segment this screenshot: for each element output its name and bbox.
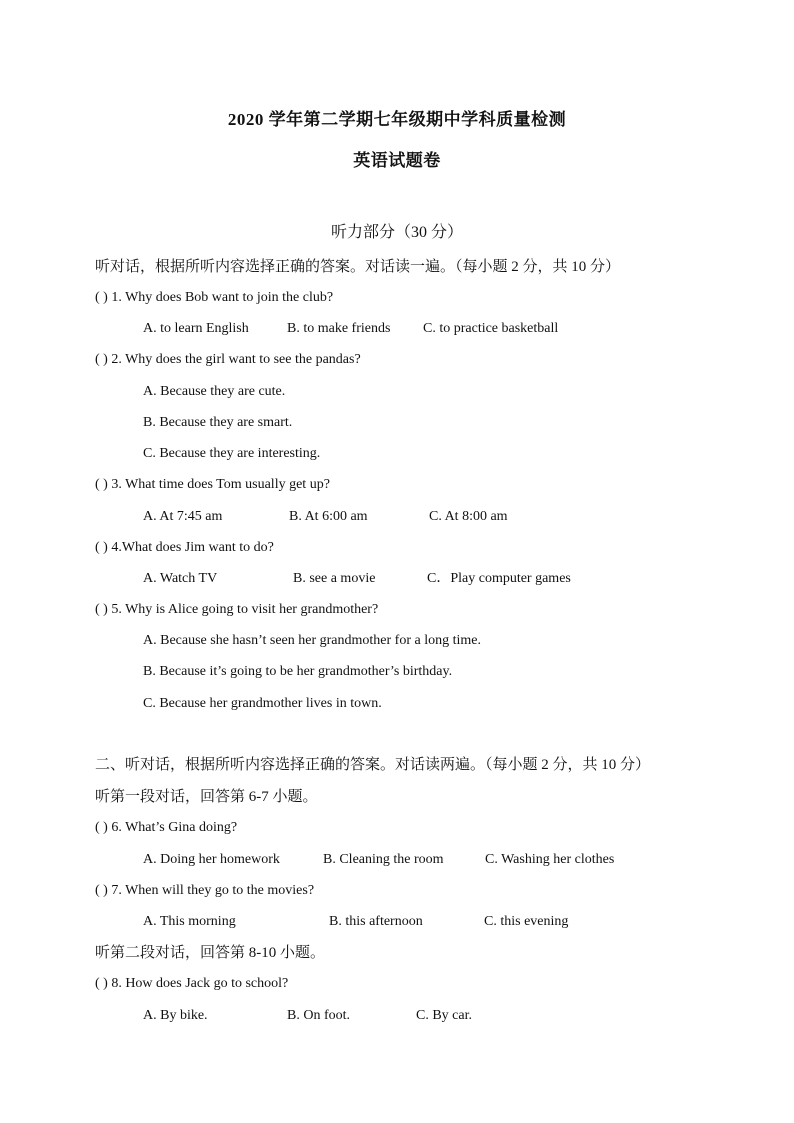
listening-section-heading: 听力部分（30 分） [330,224,463,241]
option-a: A. Watch TV [143,571,218,586]
option-c: C. Washing her clothes [485,852,615,867]
option-a: A. By bike. [143,1008,208,1023]
option-b: B. Because it’s going to be her grandmother’s birthday. [143,664,453,679]
question-1: ( ) 1. Why does Bob want to join the club? [95,290,334,305]
option-c: C. By car. [416,1008,472,1023]
option-b: B. Because they are smart. [143,415,293,430]
question-6: ( ) 6. What’s Gina doing? [95,820,238,835]
dialog1-note: 听第一段对话，回答第 6-7 小题。 [95,789,318,805]
dialog2-note: 听第二段对话，回答第 8-10 小题。 [95,945,325,961]
option-c: C. At 8:00 am [429,509,508,524]
option-b: B. this afternoon [329,914,423,929]
option-a: A. Because they are cute. [143,384,286,399]
option-a: A. At 7:45 am [143,509,223,524]
question-3: ( ) 3. What time does Tom usually get up? [95,477,330,492]
option-b: B. Cleaning the room [323,852,444,867]
part1-instruction: 听对话，根据所听内容选择正确的答案。对话读一遍。（每小题 2 分，共 10 分） [95,259,621,275]
option-a: A. Because she hasn’t seen her grandmother for a long time. [143,633,481,648]
question-5: ( ) 5. Why is Alice going to visit her grandmother? [95,602,379,617]
option-c: C．Play computer games [427,571,571,586]
part2-instruction: 二、听对话，根据所听内容选择正确的答案。对话读两遍。（每小题 2 分，共 10 分） [95,757,651,773]
exam-title: 2020 学年第二学期七年级期中学科质量检测 [227,110,567,129]
exam-subtitle: 英语试题卷 [353,151,441,170]
question-8: ( ) 8. How does Jack go to school? [95,976,289,991]
option-a: A. to learn English [143,321,249,336]
option-c: C. this evening [484,914,569,929]
option-b: B. At 6:00 am [289,509,368,524]
option-b: B. see a movie [293,571,376,586]
option-a: A. This morning [143,914,236,929]
option-c: C. Because her grandmother lives in town. [143,696,382,711]
option-a: A. Doing her homework [143,852,280,867]
option-b: B. to make friends [287,321,391,336]
option-c: C. to practice basketball [423,321,559,336]
question-4: ( ) 4.What does Jim want to do? [95,540,274,555]
question-7: ( ) 7. When will they go to the movies? [95,883,315,898]
option-c: C. Because they are interesting. [143,446,321,461]
option-b: B. On foot. [287,1008,350,1023]
question-2: ( ) 2. Why does the girl want to see the pandas? [95,352,361,367]
